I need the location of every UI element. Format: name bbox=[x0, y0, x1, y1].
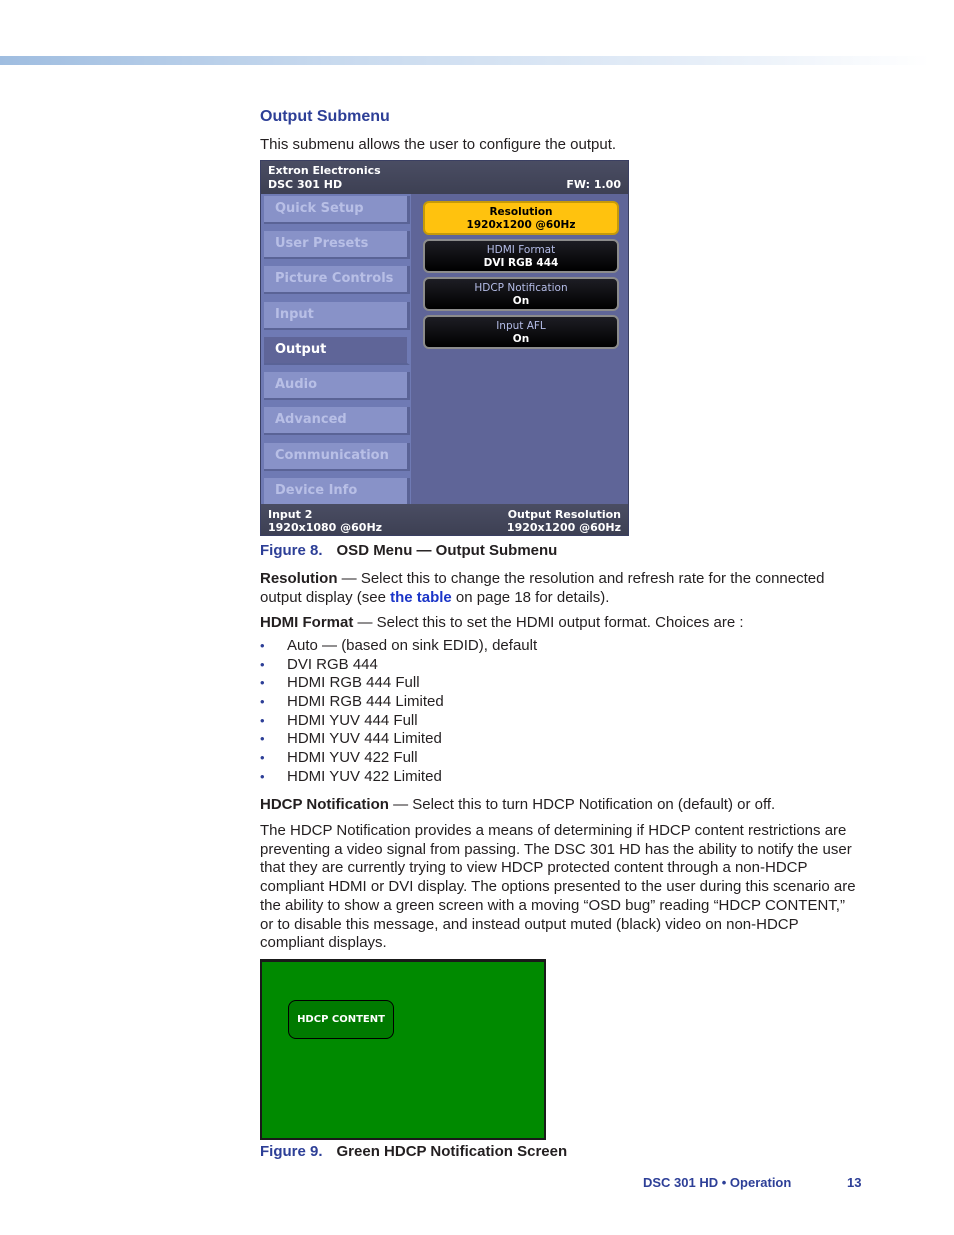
list-item bbox=[260, 730, 537, 749]
table-link[interactable]: the table bbox=[390, 588, 452, 606]
figure9-number: Figure 9. bbox=[260, 1143, 323, 1160]
osd-input-label: Input 2 bbox=[268, 508, 313, 521]
osd-menu-screenshot bbox=[260, 160, 629, 536]
osd-option-label: Resolution bbox=[489, 206, 553, 218]
header-rule bbox=[0, 56, 930, 65]
bullet-icon: • bbox=[260, 731, 265, 747]
osd-brand: Extron Electronics bbox=[268, 164, 381, 177]
osd-menu-audio[interactable]: Audio bbox=[264, 372, 410, 400]
osd-menu-quick-setup[interactable]: Quick Setup bbox=[264, 196, 410, 224]
bullet-icon: • bbox=[260, 675, 265, 691]
hdmi-format-term: HDMI Format bbox=[260, 614, 354, 631]
osd-options-panel bbox=[411, 194, 628, 504]
osd-menu-user-presets[interactable]: User Presets bbox=[264, 231, 410, 259]
list-item-text: HDMI RGB 444 Full bbox=[287, 674, 420, 692]
bullet-icon: • bbox=[260, 656, 265, 672]
osd-firmware: FW: 1.00 bbox=[566, 178, 621, 191]
osd-menu-device-info[interactable]: Device Info bbox=[264, 478, 410, 506]
osd-option-label: HDMI Format bbox=[486, 244, 556, 256]
osd-option-input-afl[interactable] bbox=[423, 315, 619, 349]
osd-menu-input[interactable]: Input bbox=[264, 302, 410, 330]
list-item bbox=[260, 637, 537, 656]
osd-model: DSC 301 HD bbox=[268, 178, 343, 191]
figure8-caption bbox=[260, 542, 557, 559]
hdmi-format-text: — Select this to set the HDMI output format. Choices are : bbox=[353, 614, 744, 631]
osd-menu-communication[interactable]: Communication bbox=[264, 443, 410, 471]
list-item bbox=[260, 656, 537, 675]
list-item-text: HDMI YUV 422 Limited bbox=[287, 767, 442, 785]
osd-output-label: Output Resolution bbox=[507, 508, 621, 521]
list-item-text: Auto — (based on sink EDID), default bbox=[287, 637, 538, 654]
hdcp-text: — Select this to turn HDCP Notification on (default) or off. bbox=[388, 796, 776, 813]
section-title: Output Submenu bbox=[260, 108, 390, 125]
format-choices-list bbox=[260, 637, 537, 787]
osd-option-hdcp-notification[interactable] bbox=[423, 277, 619, 311]
list-item-text: DVI RGB 444 bbox=[287, 655, 378, 673]
bullet-icon: • bbox=[260, 694, 265, 710]
osd-header bbox=[261, 161, 628, 194]
hdcp-paragraph: The HDCP Notification provides a means of determining if HDCP content restrictions are preventing a video signal from passing. The DSC 301 HD has the ability to notify the user that they are currently trying to view HDCP protected content through a non-HDCP compliant HDMI or DVI display. The options presented to the user during this scenario are the ability to show a green screen with a moving “OSD bug” reading “HDCP CONTENT,” or to disable this message, and instead output muted (black) video on non-HDCP compliant displays. bbox=[260, 822, 856, 952]
osd-option-value: On bbox=[512, 295, 530, 307]
page-number: 13 bbox=[847, 1175, 862, 1190]
osd-menu-output[interactable]: Output bbox=[264, 337, 410, 365]
resolution-term: Resolution bbox=[260, 570, 338, 587]
resolution-text-end: on page 18 for details). bbox=[451, 588, 610, 606]
osd-option-value: DVI RGB 444 bbox=[483, 257, 559, 269]
green-hdcp-screen bbox=[260, 959, 546, 1140]
hdcp-description bbox=[260, 796, 870, 815]
osd-option-value: On bbox=[512, 333, 530, 345]
resolution-text: — Select this to change the resolution and refresh rate for the connected output display (see bbox=[260, 570, 825, 606]
list-item-text: HDMI YUV 422 Full bbox=[287, 749, 418, 767]
page-footer: DSC 301 HD • Operation bbox=[643, 1175, 792, 1190]
figure8-title: OSD Menu — Output Submenu bbox=[336, 542, 558, 559]
list-item bbox=[260, 768, 537, 787]
hdcp-content-bug: HDCP CONTENT bbox=[288, 1000, 394, 1039]
osd-input-value: 1920x1080 @60Hz bbox=[268, 521, 383, 534]
osd-option-resolution[interactable] bbox=[423, 201, 619, 235]
bullet-icon: • bbox=[260, 750, 265, 766]
list-item-text: HDMI YUV 444 Limited bbox=[287, 730, 442, 748]
list-item-text: HDMI RGB 444 Limited bbox=[287, 693, 444, 711]
list-item bbox=[260, 674, 537, 693]
intro-text: This submenu allows the user to configure the output. bbox=[260, 136, 617, 153]
osd-option-hdmi-format[interactable] bbox=[423, 239, 619, 273]
osd-output-value: 1920x1200 @60Hz bbox=[506, 521, 621, 534]
hdmi-format-description bbox=[260, 614, 870, 633]
list-item-text: HDMI YUV 444 Full bbox=[287, 711, 418, 729]
bullet-icon: • bbox=[260, 768, 265, 784]
list-item bbox=[260, 749, 537, 768]
list-item bbox=[260, 712, 537, 731]
bullet-icon: • bbox=[260, 712, 265, 728]
resolution-description bbox=[260, 570, 870, 607]
bullet-icon: • bbox=[260, 638, 265, 653]
figure8-number: Figure 8. bbox=[260, 542, 323, 559]
osd-menu-picture-controls[interactable]: Picture Controls bbox=[264, 266, 410, 294]
hdcp-term: HDCP Notification bbox=[260, 796, 389, 813]
osd-option-label: Input AFL bbox=[496, 320, 546, 332]
osd-option-value: 1920x1200 @60Hz bbox=[466, 219, 576, 231]
figure9-title: Green HDCP Notification Screen bbox=[336, 1143, 568, 1160]
figure9-caption bbox=[260, 1143, 567, 1160]
osd-option-label: HDCP Notification bbox=[474, 282, 568, 294]
osd-footer bbox=[261, 504, 628, 535]
osd-menu-advanced[interactable]: Advanced bbox=[264, 407, 410, 435]
list-item bbox=[260, 693, 537, 712]
